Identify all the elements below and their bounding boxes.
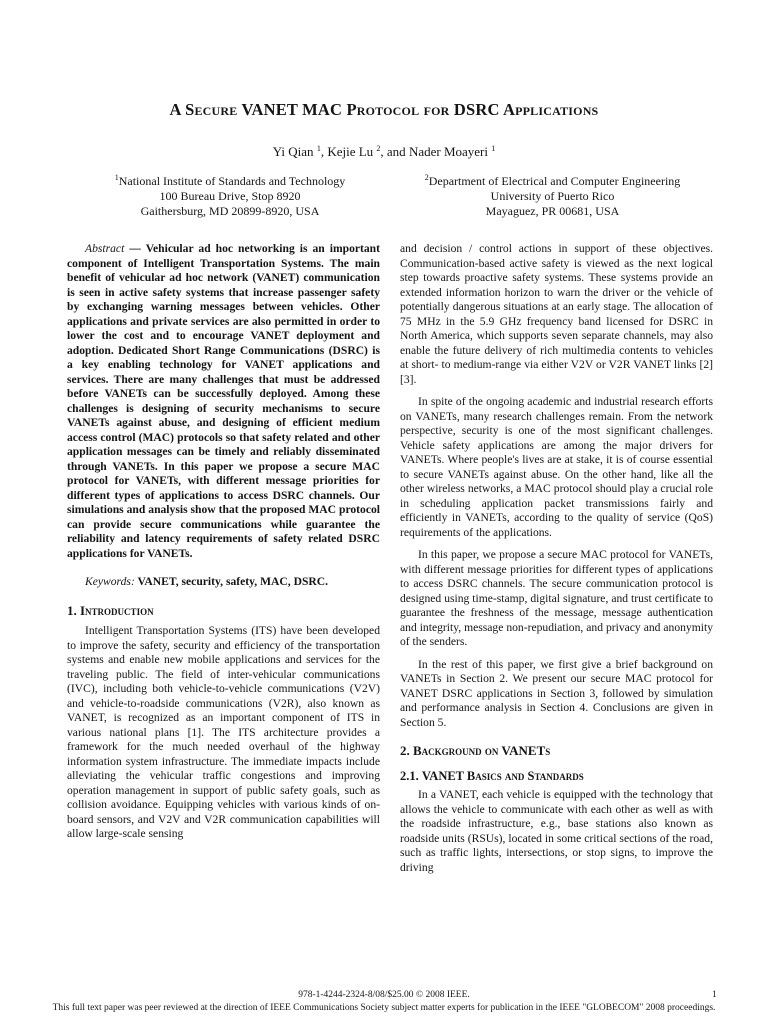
abstract-label: Abstract bbox=[85, 242, 125, 255]
paragraph: In spite of the ongoing academic and industrial research efforts on VANETs, many research challenges remain. From the network perspective, security is one of the most significant challenges. Vehicle safety applications are among the major drivers for VANETs. Where people's lives are at stake, it is of course essential to secure VANETs against abuse. On the other hand, like all the other wireless networks, a MAC protocol should play a crucial role in scheduling application packet transmissions fairly and efficiently in VANETs, according to the quality of service (QoS) requirements of the applications. bbox=[400, 395, 713, 539]
author-affiliation-mark: 1 bbox=[491, 144, 496, 153]
affiliation-line: University of Puerto Rico bbox=[490, 189, 615, 203]
subsection-number: 2.1. bbox=[400, 768, 422, 783]
affiliation-2 bbox=[400, 174, 705, 219]
left-column bbox=[67, 242, 380, 842]
affiliation-line: National Institute of Standards and Technology bbox=[118, 174, 346, 188]
section-2-heading bbox=[400, 744, 713, 759]
keywords-label: Keywords: bbox=[85, 575, 135, 588]
affiliation-number: 2 bbox=[424, 173, 429, 182]
paper-title: A Secure VANET MAC Protocol for DSRC Applications bbox=[169, 100, 599, 119]
subsection-2-1-heading bbox=[400, 769, 713, 784]
subsection-title: VANET Basics and Standards bbox=[421, 768, 584, 783]
paragraph: Intelligent Transportation Systems (ITS) have been developed to improve the safety, security and efficiency of the transportation systems and enable new mobile applications and services for the traveling public. The field of inter-vehicular communications (IVC), including both vehicle-to-vehicle communications (V2V) and vehicle-to-roadside communications (V2R), also known as VANET, is recognized as an important component of ITS in various national plans [1]. The ITS architecture provides a framework for the much needed overhaul of the highway information system infrastructure. The immediate impacts include alleviating the vehicular traffic congestions and improving operation management in support of public safety goals, such as collision avoidance. Equipping vehicles with various kinds of on-board sensors, and V2V and V2R communication capabilities will allow large-scale sensing bbox=[67, 624, 380, 840]
abstract bbox=[67, 242, 380, 561]
paragraph: In the rest of this paper, we first give a brief background on VANETs in Section 2. We present our secure MAC protocol for VANET DSRC applications in Section 3, followed by simulation and performance analysis in Section 4. Conclusions are given in Section 5. bbox=[400, 657, 713, 729]
affiliation-line: Mayaguez, PR 00681, USA bbox=[485, 204, 620, 218]
author-affiliation-mark: 2 bbox=[376, 144, 381, 153]
author-name: Yi Qian bbox=[272, 144, 314, 159]
copyright-line: 978-1-4244-2324-8/08/$25.00 © 2008 IEEE. bbox=[298, 990, 470, 1000]
section-number: 1. bbox=[67, 602, 80, 618]
peer-review-note: This full text paper was peer reviewed at the direction of IEEE Communications Society subject matter experts for publication in the IEEE "GLOBECOM" 2008 proceedings. bbox=[52, 1003, 716, 1013]
paragraph: In a VANET, each vehicle is equipped with the technology that allows the vehicle to communicate with each other as well as with the roadside infrastructure, e.g., base stations also known as roadside units (RSUs), located in some critical sections of the road, such as traffic lights, intersections, or stop signs, to improve the driving bbox=[400, 788, 713, 874]
page-number: 1 bbox=[712, 990, 717, 1000]
paragraph: In this paper, we propose a secure MAC protocol for VANETs, with different message priorities for different types of applications to access DSRC channels. The secure communication protocol is designed using time-stamp, digital signature, and trust certificate to guarantee the freshness of the message, message authentication and integrity, message non-repudiation, and privacy and anonymity of the senders. bbox=[400, 548, 713, 648]
author-affiliation-mark: 1 bbox=[316, 144, 321, 153]
keywords bbox=[67, 575, 380, 590]
keywords-text: VANET, security, safety, MAC, DSRC. bbox=[134, 575, 329, 588]
affiliation-1 bbox=[80, 174, 380, 219]
affiliation-line: Gaithersburg, MD 20899-8920, USA bbox=[140, 204, 320, 218]
abstract-text: Vehicular ad hoc networking is an important component of Intelligent Transportation Systems. The main benefit of vehicular ad hoc network (VANET) communication is seen in active safety systems that increase passenger safety by exchanging warning messages between vehicles. Other applications and private services are also permitted in order to lower the cost and to encourage VANET deployment and adoption. Dedicated Short Range Communications (DSRC) is a key enabling technology for VANET applications and services. There are many challenges that must be addressed before VANETs can be successfully deployed. Among these challenges is designing of security mechanisms to secure VANETs against abuse, and designing of efficient medium access control (MAC) protocols so that safety related and other application messages can be timely and reliably disseminated through VANETs. In this paper we propose a secure MAC protocol for VANETs, with different message priorities for different types of applications to access DSRC channels. Our simulations and analysis show that the proposed MAC protocol can provide secure communications while guarantee the reliability and latency requirements of safety related DSRC applications for VANETs. bbox=[67, 242, 380, 560]
section-number: 2. bbox=[400, 743, 413, 758]
affiliation-line: 100 Bureau Drive, Stop 8920 bbox=[159, 189, 301, 203]
author-separator: , bbox=[320, 144, 328, 159]
author-name: Kejie Lu bbox=[327, 144, 374, 159]
author-name: Nader Moayeri bbox=[408, 144, 488, 159]
affiliation-line: Department of Electrical and Computer Engineering bbox=[428, 174, 681, 188]
section-title: Introduction bbox=[80, 602, 154, 618]
abstract-dash: — bbox=[124, 242, 146, 255]
paragraph-continued: and decision / control actions in support of these objectives. Communication-based active safety is viewed as the next logical step towards proactive safety systems. These systems provide an extended information horizon to warn the driver or the vehicle of potentially dangerous situations at an early stage. The allocation of 75 MHz in the 5.9 GHz frequency band licensed for DSRC in North America, which supports seven separate channels, may also enable the future delivery of rich multimedia contents to vehicles at short- to medium-range via either V2V or V2R VANET links [2] [3]. bbox=[400, 242, 713, 386]
section-1-heading bbox=[67, 604, 380, 619]
author-separator: , and bbox=[380, 144, 409, 159]
affiliation-number: 1 bbox=[114, 173, 119, 182]
section-title: Background on VANETs bbox=[413, 743, 551, 758]
author-line bbox=[0, 144, 768, 160]
right-column bbox=[400, 242, 713, 875]
